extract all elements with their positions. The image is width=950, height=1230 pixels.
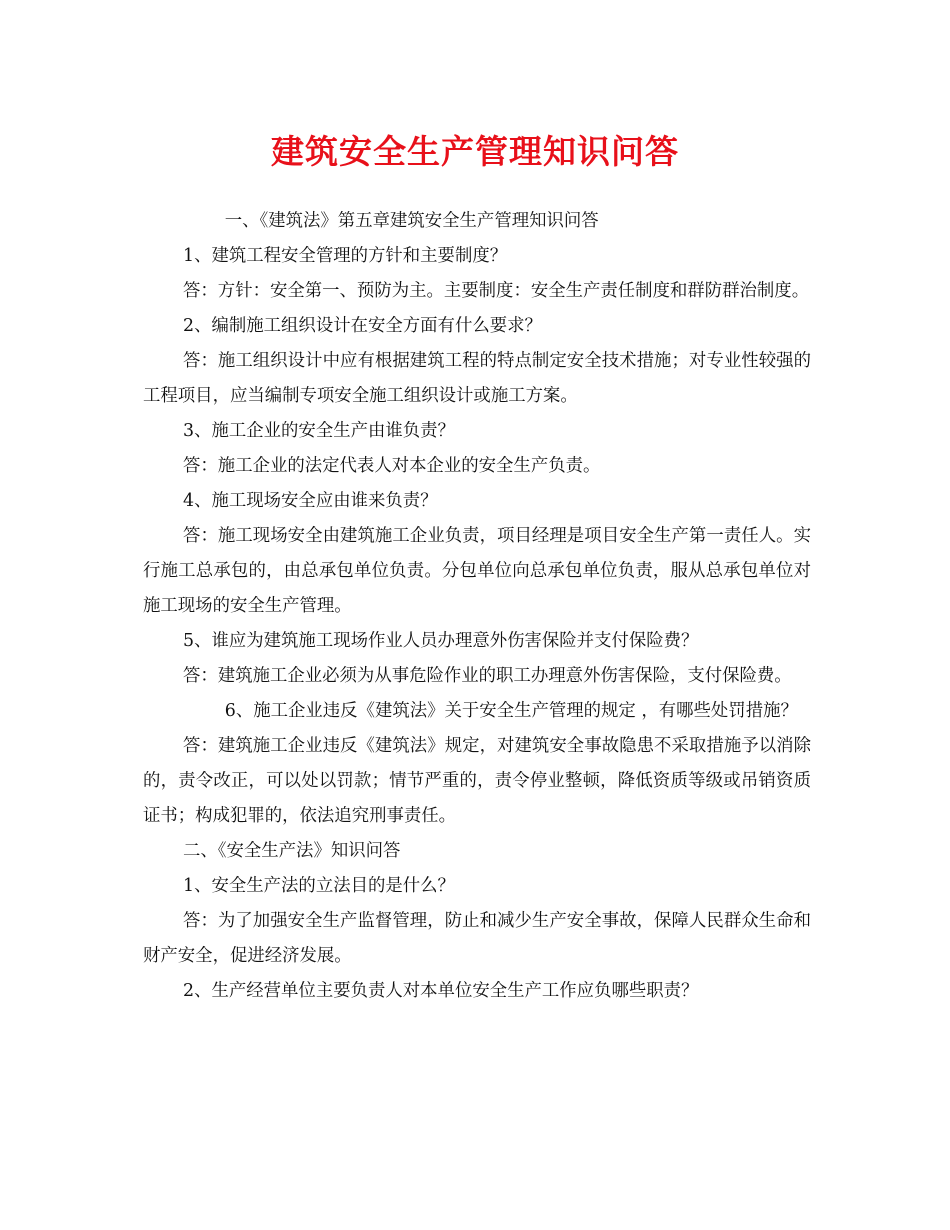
question-paragraph: 6、施工企业违反《建筑法》关于安全生产管理的规定 ，有哪些处罚措施？ xyxy=(224,701,798,721)
answer-paragraph: 答：方针：安全第一、预防为主。主要制度：安全生产责任制度和群防群治制度。 xyxy=(183,281,810,301)
section-heading: 一、《建筑法》第五章建筑安全生产管理知识问答 xyxy=(224,211,599,231)
question-paragraph: 3、施工企业的安全生产由谁负责？ xyxy=(183,421,455,441)
answer-paragraph: 答：施工组织设计中应有根据建筑工程的特点制定安全技术措施；对专业性较强的工程项目，应当编制专项安全施工组织设计或施工方案。 xyxy=(143,351,811,406)
section-heading: 二、《安全生产法》知识问答 xyxy=(183,841,401,861)
question-paragraph: 1、建筑工程安全管理的方针和主要制度？ xyxy=(183,246,508,266)
answer-paragraph: 答：施工现场安全由建筑施工企业负责，项目经理是项目安全生产第一责任人。实行施工总承包的，由总承包单位负责。分包单位向总承包单位负责，服从总承包单位对施工现场的安全生产管理。 xyxy=(143,526,811,616)
question-paragraph: 5、谁应为建筑施工现场作业人员办理意外伤害保险并支付保险费？ xyxy=(183,631,699,651)
question-paragraph: 2、生产经营单位主要负责人对本单位安全生产工作应负哪些职责？ xyxy=(183,981,699,1001)
question-paragraph: 1、安全生产法的立法目的是什么？ xyxy=(183,876,455,896)
document-body xyxy=(143,204,811,1009)
answer-paragraph: 答：为了加强安全生产监督管理，防止和减少生产安全事故，保障人民群众生命和财产安全，促进经济发展。 xyxy=(143,911,811,966)
answer-paragraph: 答：建筑施工企业必须为从事危险作业的职工办理意外伤害保险，支付保险费。 xyxy=(183,666,792,686)
answer-paragraph: 答：建筑施工企业违反《建筑法》规定，对建筑安全事故隐患不采取措施予以消除的，责令改正，可以处以罚款；情节严重的，责令停业整顿，降低资质等级或吊销资质证书；构成犯罪的，依法追究刑事责任。 xyxy=(143,736,811,826)
document-title: 建筑安全生产管理知识问答 xyxy=(271,132,679,171)
question-paragraph: 2、编制施工组织设计在安全方面有什么要求？ xyxy=(183,316,542,336)
answer-paragraph: 答：施工企业的法定代表人对本企业的安全生产负责。 xyxy=(183,456,601,476)
question-paragraph: 4、施工现场安全应由谁来负责？ xyxy=(183,491,438,511)
